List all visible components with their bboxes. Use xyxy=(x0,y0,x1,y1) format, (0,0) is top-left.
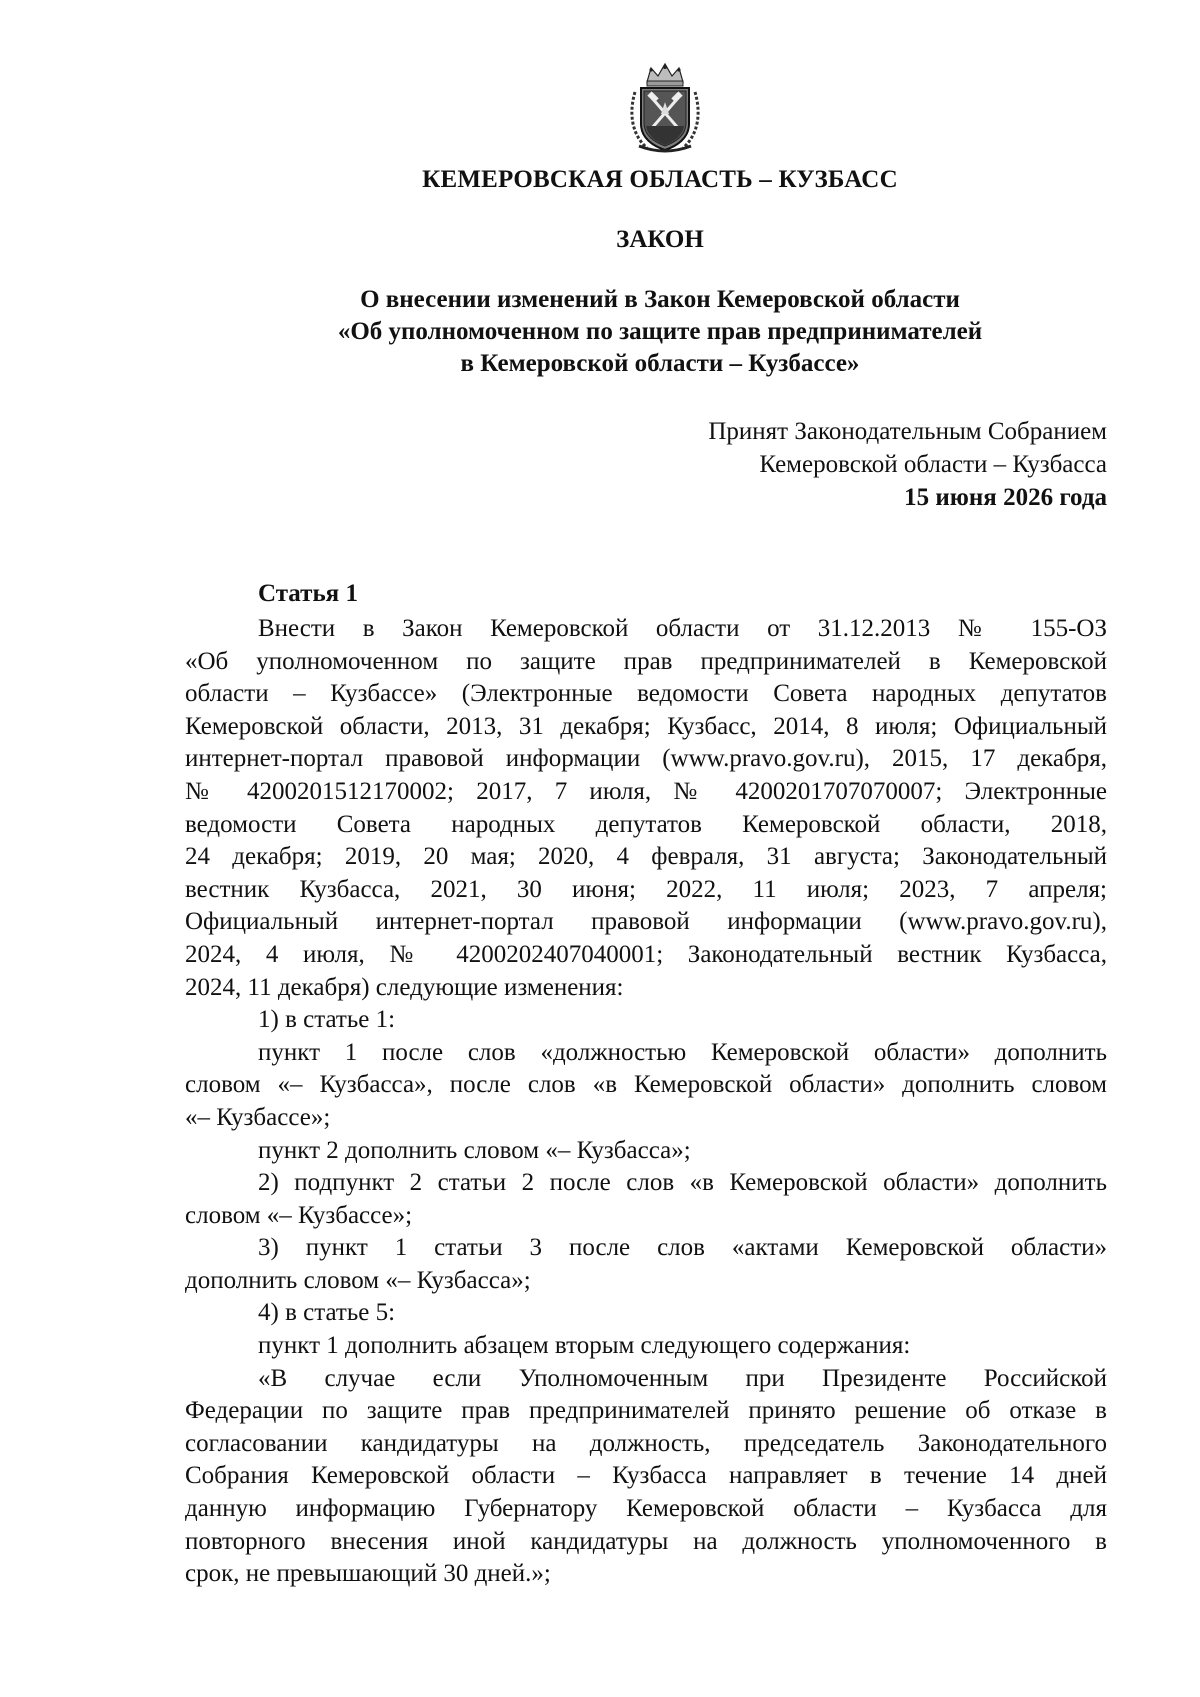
text-line: пункт 2 дополнить словом «– Кузбасса»; xyxy=(258,1136,691,1164)
text-line: № 4200201512170002; 2017, 7 июля, № 4200201707070007; Электронные xyxy=(185,777,1107,805)
text-line: интернет-портал правовой информации (www.pravo.gov.ru), 2015, 17 декабря, xyxy=(185,745,1107,773)
document-type-heading: ЗАКОН xyxy=(616,226,704,253)
text-line: повторного внесения иной кандидатуры на должность уполномоченного в xyxy=(185,1527,1107,1555)
text-line: Официальный интернет-портал правовой информации (www.pravo.gov.ru), xyxy=(185,908,1107,936)
text-line: 2024, 4 июля, № 4200202407040001; Законодательный вестник Кузбасса, xyxy=(185,940,1107,968)
text-line: дополнить словом «– Кузбасса»; xyxy=(185,1266,531,1294)
text-line: пункт 1 после слов «должностью Кемеровской области» дополнить xyxy=(258,1038,1107,1066)
adoption-note xyxy=(708,415,1107,514)
text-line: 4) в статье 5: xyxy=(258,1299,396,1327)
text-line: «– Кузбассе»; xyxy=(185,1103,331,1131)
text-line: 2) подпункт 2 статьи 2 после слов «в Кемеровской области» дополнить xyxy=(258,1169,1107,1197)
text-line: 2024, 11 декабря) следующие изменения: xyxy=(185,973,624,1001)
text-line: Кемеровской области, 2013, 31 декабря; Кузбасс, 2014, 8 июля; Официальный xyxy=(185,712,1107,740)
text-line: срок, не превышающий 30 дней.»; xyxy=(185,1560,551,1588)
text-line: вестник Кузбасса, 2021, 30 июня; 2022, 11 июля; 2023, 7 апреля; xyxy=(185,875,1107,903)
text-line: ведомости Совета народных депутатов Кемеровской области, 2018, xyxy=(185,810,1107,838)
article-heading: Статья 1 xyxy=(258,580,358,607)
text-line: 24 декабря; 2019, 20 мая; 2020, 4 февраля, 31 августа; Законодательный xyxy=(185,843,1107,871)
law-title-line: в Кемеровской области – Кузбассе» xyxy=(460,350,860,377)
article-body xyxy=(185,613,1107,1591)
law-title-line: «Об уполномоченном по защите прав предпринимателей xyxy=(337,318,983,345)
coat-of-arms-icon xyxy=(625,62,705,154)
text-line: «В случае если Уполномоченным при Президенте Российской xyxy=(258,1364,1107,1392)
text-line: данную информацию Губернатору Кемеровской области – Кузбасса для xyxy=(185,1495,1107,1523)
text-line: пункт 1 дополнить абзацем вторым следующего содержания: xyxy=(258,1332,911,1360)
adoption-line: Принят Законодательным Собранием xyxy=(708,418,1107,445)
text-line: согласовании кандидатуры на должность, председатель Законодательного xyxy=(185,1429,1107,1457)
text-line: 3) пункт 1 статьи 3 после слов «актами Кемеровской области» xyxy=(258,1234,1107,1262)
text-line: словом «– Кузбассе»; xyxy=(185,1201,413,1229)
text-line: области – Кузбассе» (Электронные ведомости Совета народных депутатов xyxy=(185,680,1107,708)
text-line: «Об уполномоченном по защите прав предпринимателей в Кемеровской xyxy=(185,647,1107,675)
law-title-line: О внесении изменений в Закон Кемеровской области xyxy=(360,286,960,313)
region-heading: КЕМЕРОВСКАЯ ОБЛАСТЬ – КУЗБАСС xyxy=(422,166,898,193)
adoption-line: Кемеровской области – Кузбасса xyxy=(759,451,1107,478)
text-line: Внести в Закон Кемеровской области от 31.12.2013 № 155-ОЗ xyxy=(258,615,1107,642)
text-line: Федерации по защите прав предпринимателей принято решение об отказе в xyxy=(185,1397,1107,1425)
text-line: 1) в статье 1: xyxy=(258,1006,396,1034)
text-line: словом «– Кузбасса», после слов «в Кемеровской области» дополнить словом xyxy=(185,1071,1107,1099)
law-title xyxy=(0,284,1200,380)
text-line: Собрания Кемеровской области – Кузбасса направляет в течение 14 дней xyxy=(185,1462,1107,1490)
adoption-date: 15 июня 2026 года xyxy=(904,484,1107,511)
